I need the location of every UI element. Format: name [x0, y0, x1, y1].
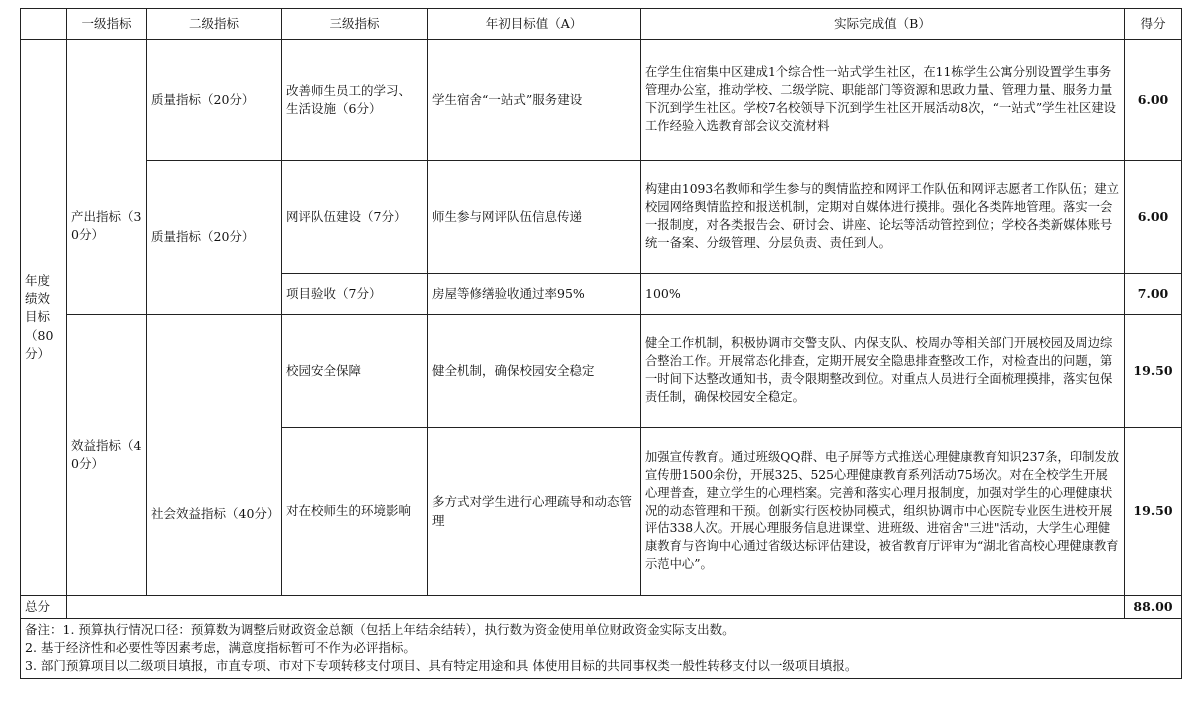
level2-cell: 质量指标（20分）	[147, 161, 282, 315]
total-row	[21, 596, 1182, 619]
target-cell: 师生参与网评队伍信息传递	[428, 161, 641, 274]
header-level1: 一级指标	[67, 9, 147, 40]
actual-cell: 100%	[641, 274, 1125, 315]
notes-cell	[21, 619, 1182, 678]
total-score: 88.00	[1125, 596, 1182, 619]
actual-cell: 健全工作机制，积极协调市交警支队、内保支队、校周办等相关部门开展校园及周边综合整治工作。开展常态化排查，定期开展安全隐患排查整改工作，对检查出的问题，第一时间下达整改通知书，责令限期整改到位。对重点人员进行全面梳理摸排，落实包保责任制，确保校园安全稳定。	[641, 315, 1125, 428]
level1-benefit: 效益指标（40分）	[67, 315, 147, 596]
table-row	[21, 161, 1182, 274]
level3-cell: 网评队伍建设（7分）	[282, 161, 428, 274]
level3-cell: 校园安全保障	[282, 315, 428, 428]
header-score: 得分	[1125, 9, 1182, 40]
table-header-row	[21, 9, 1182, 40]
score-cell: 19.50	[1125, 428, 1182, 596]
total-label: 总分	[21, 596, 67, 619]
score-cell: 6.00	[1125, 161, 1182, 274]
actual-cell: 在学生住宿集中区建成1个综合性一站式学生社区，在11栋学生公寓分别设置学生事务管理办公室，推动学校、二级学院、职能部门等资源和思政力量、管理力量、服务力量下沉到学生社区。学校7名校领导下沉到学生社区开展活动8次，“一站式”学生社区建设工作经验入选教育部会议交流材料	[641, 40, 1125, 161]
level3-cell: 改善师生员工的学习、生活设施（6分）	[282, 40, 428, 161]
level2-cell: 社会效益指标（40分）	[147, 315, 282, 596]
actual-cell: 加强宣传教育。通过班级QQ群、电子屏等方式推送心理健康教育知识237条，印制发放宣传册1500余份，开展325、525心理健康教育系列活动75场次。对在全校学生开展心理普查，建立学生的心理档案。完善和落实心理月报制度，加强对学生的心理健康状况的动态管理和干预。创新实行医校协同模式，组织协调市中心医院专业医生进校开展评估338人次。开展心理服务信息进课堂、进班级、进宿舍"三进"活动，大学生心理健康教育与咨询中心通过省级达标评估建设，被省教育厅评审为“湖北省高校心理健康教育示范中心”。	[641, 428, 1125, 596]
header-level3: 三级指标	[282, 9, 428, 40]
note-line-2: 2. 基于经济性和必要性等因素考虑，满意度指标暂可不作为必评指标。	[25, 640, 416, 656]
header-target: 年初目标值（A）	[428, 9, 641, 40]
level3-cell: 项目验收（7分）	[282, 274, 428, 315]
header-actual: 实际完成值（B）	[641, 9, 1125, 40]
header-blank	[21, 9, 67, 40]
level1-output: 产出指标（30分）	[67, 40, 147, 315]
level2-cell: 质量指标（20分）	[147, 40, 282, 161]
table-row	[21, 315, 1182, 428]
notes-row	[21, 619, 1182, 678]
note-line-1: 备注：1. 预算执行情况口径：预算数为调整后财政资金总额（包括上年结余结转），执行数为资金使用单位财政资金实际支出数。	[25, 622, 735, 638]
score-cell: 19.50	[1125, 315, 1182, 428]
table-row	[21, 40, 1182, 161]
group-label: 年度绩效目标（80分）	[21, 40, 67, 596]
header-level2: 二级指标	[147, 9, 282, 40]
target-cell: 房屋等修缮验收通过率95%	[428, 274, 641, 315]
actual-cell: 构建由1093名教师和学生参与的舆情监控和网评工作队伍和网评志愿者工作队伍；建立校园网络舆情监控和报送机制，定期对自媒体进行摸排。强化各类阵地管理。落实一会一报制度，对各类报告会、研讨会、讲座、论坛等活动管控到位；学校各类新媒体账号统一备案、分级管理、分层负责、责任到人。	[641, 161, 1125, 274]
target-cell: 多方式对学生进行心理疏导和动态管理	[428, 428, 641, 596]
target-cell: 学生宿舍“一站式”服务建设	[428, 40, 641, 161]
target-cell: 健全机制，确保校园安全稳定	[428, 315, 641, 428]
score-cell: 6.00	[1125, 40, 1182, 161]
score-cell: 7.00	[1125, 274, 1182, 315]
note-line-3: 3. 部门预算项目以二级项目填报，市直专项、市对下专项转移支付项目、具有特定用途和具 体使用目标的共同事权类一般性转移支付以一级项目填报。	[25, 658, 858, 674]
total-blank	[67, 596, 1125, 619]
performance-table	[20, 8, 1182, 679]
performance-table-container	[20, 8, 1181, 679]
level3-cell: 对在校师生的环境影响	[282, 428, 428, 596]
